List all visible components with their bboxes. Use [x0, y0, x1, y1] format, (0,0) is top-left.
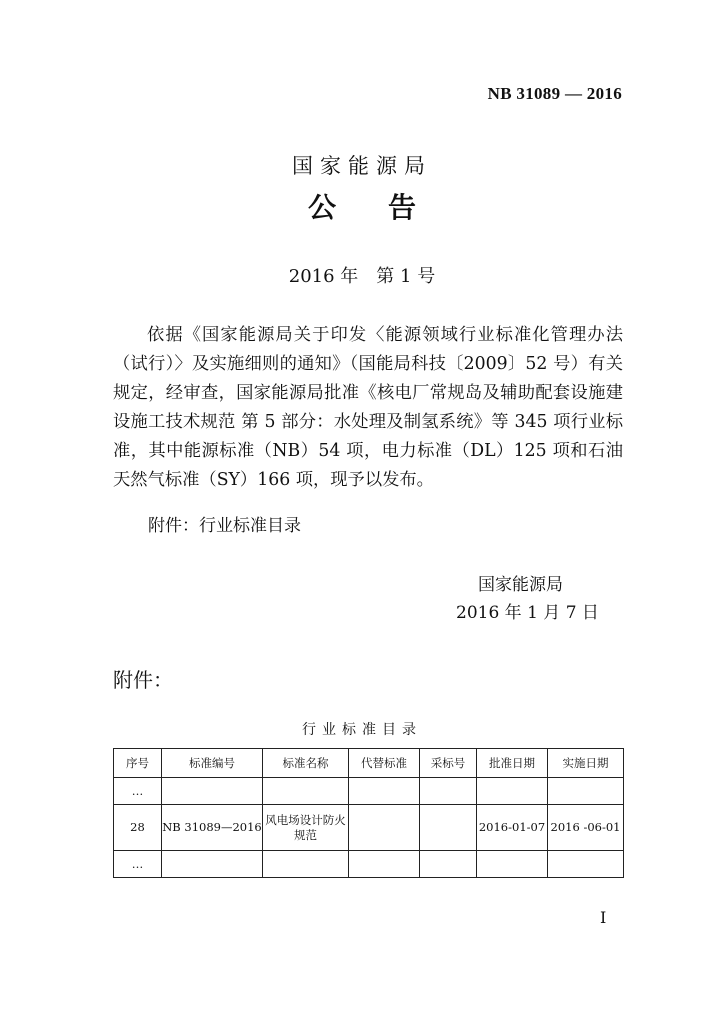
standard-code: NB 31089 — 2016 [487, 84, 622, 103]
table-row [114, 778, 624, 805]
notice-title-char-2: 告 [388, 191, 417, 224]
table-row [114, 851, 624, 878]
column-header: 采标号 [420, 749, 477, 778]
table-header-row [114, 749, 624, 778]
signature-date: 2016 年 1 月 7 日 [456, 603, 599, 623]
approval-date-cell: 2016-01-07 [477, 805, 548, 851]
table-row [114, 805, 624, 851]
notice-title [0, 186, 724, 226]
replaces-cell [349, 805, 420, 851]
page-number: I [600, 908, 607, 927]
attachment-heading: 附件： [113, 668, 173, 692]
ellipsis-cell: … [114, 851, 162, 878]
issuing-organization: 国家能源局 [292, 154, 432, 178]
standard-code-cell: NB 31089—2016 [162, 805, 263, 851]
standards-table [113, 748, 624, 878]
notice-title-char-1: 公 [307, 191, 336, 224]
column-header: 实施日期 [548, 749, 624, 778]
column-header: 代替标准 [349, 749, 420, 778]
attachment-note: 附件：行业标准目录 [148, 516, 301, 536]
column-header: 标准名称 [263, 749, 349, 778]
effective-date-cell: 2016 -06-01 [548, 805, 624, 851]
column-header: 序号 [114, 749, 162, 778]
signature-organization: 国家能源局 [478, 575, 563, 595]
column-header: 标准编号 [162, 749, 263, 778]
table-title: 行业标准目录 [302, 722, 422, 738]
column-header: 批准日期 [477, 749, 548, 778]
row-number-cell: 28 [114, 805, 162, 851]
announcement-body: 依据《国家能源局关于印发〈能源领域行业标准化管理办法（试行）〉及实施细则的通知》（国能局科技〔2009〕52 号）有关规定，经审查，国家能源局批准《核电厂常规岛及辅助配套设施建设施工技术规范 第 5 部分：水处理及制氢系统》等 345 项行业标准，其中能源标准（NB）54 项，电力标准（DL）125 项和石油天然气标准（SY）166 项，现予以发布。 [113, 325, 623, 490]
standard-name-cell: 风电场设计防火规范 [263, 805, 349, 851]
announcement-number: 2016 年 第 1 号 [288, 266, 436, 287]
ellipsis-cell: … [114, 778, 162, 805]
adopted-cell [420, 805, 477, 851]
